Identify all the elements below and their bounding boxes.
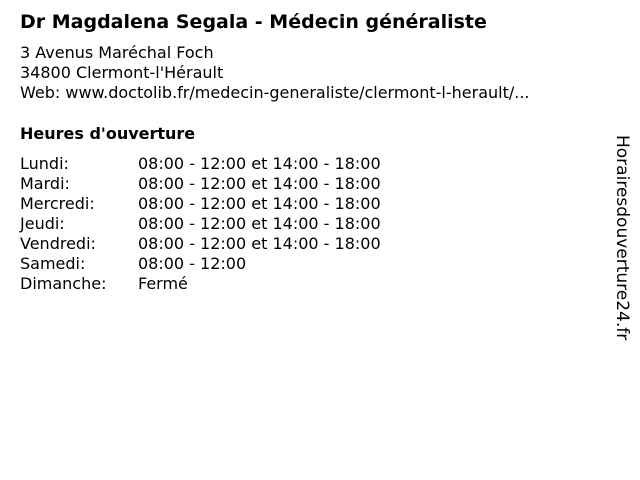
- hours-value: 08:00 - 12:00 et 14:00 - 18:00: [138, 234, 381, 253]
- hours-row-monday: [20, 154, 381, 174]
- hours-value: 08:00 - 12:00 et 14:00 - 18:00: [138, 214, 381, 233]
- hours-value: 08:00 - 12:00 et 14:00 - 18:00: [138, 174, 381, 193]
- hours-row-saturday: [20, 254, 381, 274]
- hours-row-thursday: [20, 214, 381, 234]
- hours-value: Fermé: [138, 274, 188, 293]
- brand-watermark: Horairesdouverture24.fr: [612, 135, 632, 341]
- hours-row-tuesday: [20, 174, 381, 194]
- address-block: [20, 43, 530, 103]
- hours-value: 08:00 - 12:00 et 14:00 - 18:00: [138, 194, 381, 213]
- website-prefix: Web:: [20, 83, 66, 102]
- day-label: Mercredi:: [20, 194, 95, 213]
- website-link[interactable]: www.doctolib.fr/medecin-generaliste/clermont-l-herault/...: [65, 83, 530, 102]
- hours-value: 08:00 - 12:00: [138, 254, 247, 273]
- day-label: Samedi:: [20, 254, 86, 273]
- day-label: Vendredi:: [20, 234, 96, 253]
- day-label: Lundi:: [20, 154, 69, 173]
- website-line: [20, 83, 530, 103]
- opening-hours-table: [20, 154, 381, 294]
- address-street: 3 Avenus Maréchal Foch: [20, 43, 214, 62]
- opening-hours-heading: Heures d'ouverture: [20, 124, 196, 143]
- hours-row-wednesday: [20, 194, 381, 214]
- hours-value: 08:00 - 12:00 et 14:00 - 18:00: [138, 154, 381, 173]
- hours-row-sunday: [20, 274, 381, 294]
- day-label: Mardi:: [20, 174, 70, 193]
- day-label: Dimanche:: [20, 274, 107, 293]
- page-title: Dr Magdalena Segala - Médecin généraliste: [20, 11, 487, 33]
- hours-row-friday: [20, 234, 381, 254]
- day-label: Jeudi:: [20, 214, 65, 233]
- address-city: 34800 Clermont-l'Hérault: [20, 63, 224, 82]
